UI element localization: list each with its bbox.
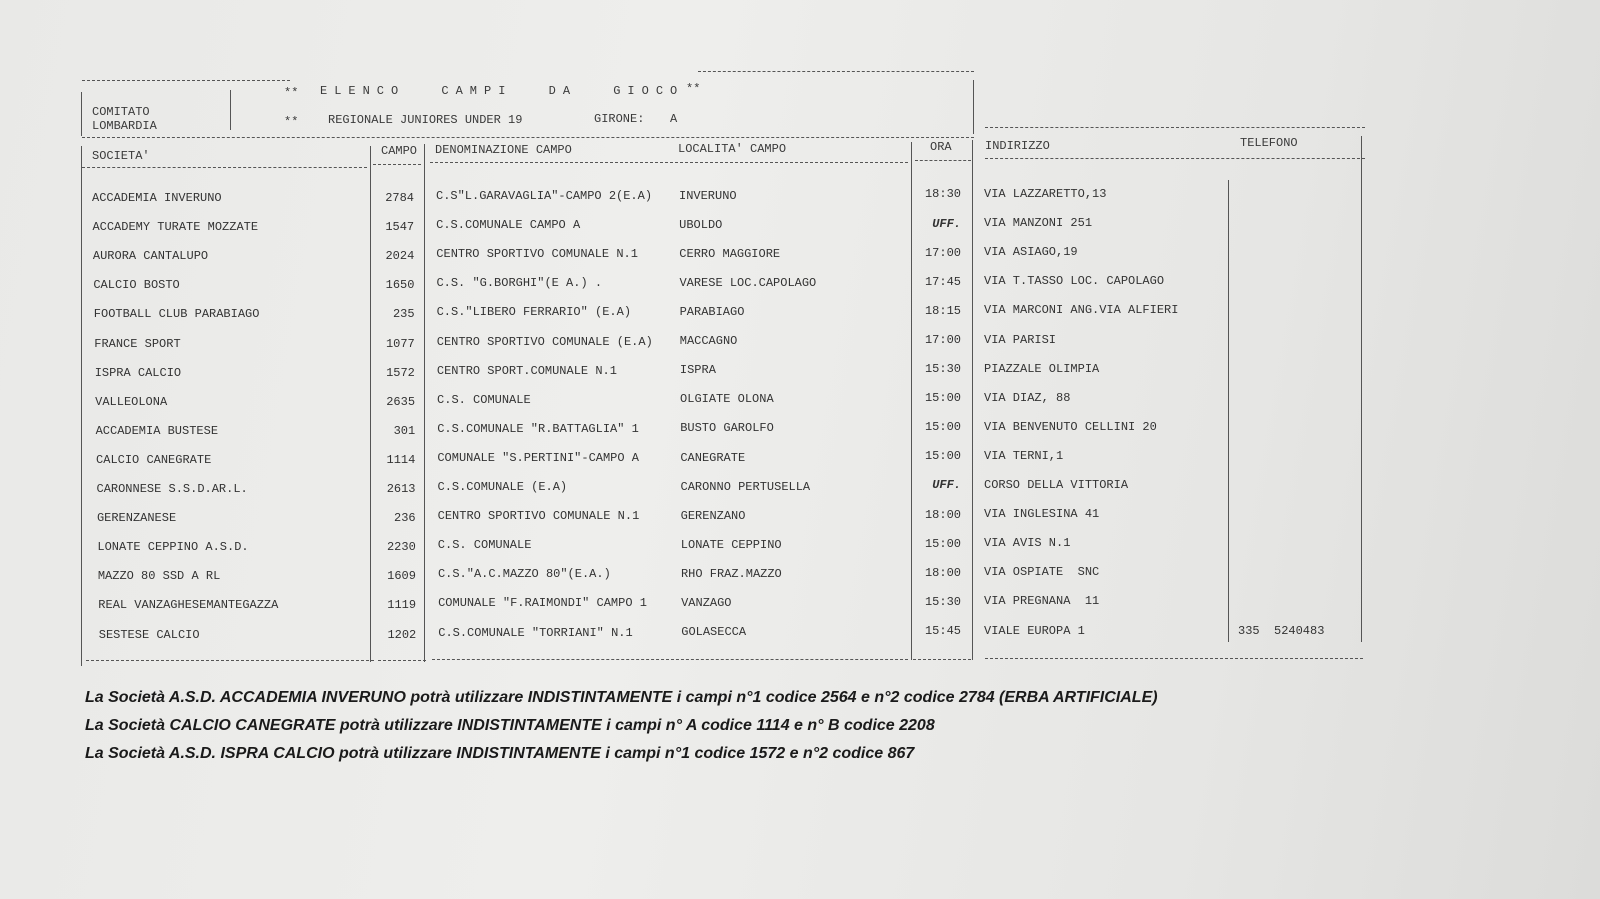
cell-indirizzo: VIA ASIAGO,19	[984, 245, 1078, 260]
cell-ora: 18:00	[924, 507, 961, 522]
cell-indirizzo: VIA LAZZARETTO,13	[984, 187, 1107, 201]
cell-societa: ACCADEMIA INVERUNO	[92, 191, 222, 205]
table-bottom-rule-ora	[913, 659, 971, 660]
cell-indirizzo: VIA OSPIATE SNC	[984, 565, 1100, 580]
cell-campo: 2635	[386, 394, 416, 409]
separator-indirizzo-telefono	[1228, 180, 1229, 642]
cell-ora: 17:00	[924, 332, 961, 347]
cell-denominazione: C.S.COMUNALE "R.BATTAGLIA" 1	[437, 421, 639, 436]
column-header-telefono: TELEFONO	[1240, 136, 1298, 150]
title-stars: **	[284, 86, 299, 100]
cell-denominazione: CENTRO SPORT.COMUNALE N.1	[436, 363, 617, 378]
cell-localita: ISPRA	[679, 363, 716, 378]
column-header-societa: SOCIETA'	[92, 149, 150, 163]
note-ispra-calcio: La Società A.S.D. ISPRA CALCIO potrà utilizzare INDISTINTAMENTE i campi n°1 codice 1572 e n°2 codice 867	[85, 745, 915, 762]
cell-campo: 2230	[386, 540, 416, 555]
cell-localita: OLGIATE OLONA	[680, 392, 774, 407]
table-bottom-rule-campo	[378, 660, 426, 661]
cell-localita: INVERUNO	[679, 188, 737, 203]
cell-campo: 2784	[385, 191, 414, 205]
header-bottom-rule-right	[985, 127, 1365, 128]
separator-ora-indirizzo	[972, 140, 973, 660]
table-border-left	[81, 146, 82, 666]
cell-denominazione: COMUNALE "S.PERTINI"-CAMPO A	[437, 450, 639, 465]
column-header-denominazione: DENOMINAZIONE CAMPO	[435, 143, 572, 157]
note-calcio-canegrate: La Società CALCIO CANEGRATE potrà utilizzare INDISTINTAMENTE i campi n° A codice 1114 e n° B codice 2208	[85, 717, 935, 734]
separator-campo-denominazione	[424, 144, 425, 662]
cell-societa: VALLEOLONA	[95, 394, 168, 409]
cell-campo: 236	[394, 511, 416, 526]
header-right-border	[973, 80, 974, 134]
table-border-right	[1361, 136, 1362, 642]
header-top-rule-right	[698, 71, 974, 72]
cell-denominazione: COMUNALE "F.RAIMONDI" CAMPO 1	[438, 596, 647, 611]
table-bottom-rule-right	[985, 658, 1363, 659]
cell-campo: 1119	[387, 598, 417, 613]
cell-denominazione: CENTRO SPORTIVO COMUNALE N.1	[436, 247, 638, 262]
cell-denominazione: C.S. COMUNALE	[437, 538, 532, 553]
cell-denominazione: C.S.COMUNALE (E.A)	[437, 480, 568, 494]
cell-ora: 15:00	[924, 391, 961, 406]
cell-indirizzo: VIA DIAZ, 88	[984, 390, 1071, 405]
columns-rule-ora	[915, 160, 971, 161]
cell-campo: 301	[393, 423, 416, 438]
columns-rule-right	[985, 158, 1365, 159]
cell-indirizzo: VIA PARISI	[984, 332, 1057, 347]
subtitle: REGIONALE JUNIORES UNDER 19	[328, 113, 523, 127]
cell-localita: CANEGRATE	[680, 450, 746, 465]
cell-societa: ACCADEMIA BUSTESE	[95, 423, 219, 438]
cell-localita: MACCAGNO	[679, 334, 738, 349]
cell-denominazione: C.S"L.GARAVAGLIA"-CAMPO 2(E.A)	[436, 189, 653, 203]
cell-campo: 1077	[385, 336, 415, 351]
comitato-label: COMITATO	[92, 105, 150, 119]
cell-ora: 15:30	[924, 362, 961, 376]
cell-localita: PARABIAGO	[679, 305, 745, 319]
table-bottom-rule-left	[86, 660, 374, 661]
table-bottom-rule-mid	[432, 659, 908, 660]
cell-indirizzo: PIAZZALE OLIMPIA	[984, 361, 1100, 376]
cell-societa: GERENZANESE	[96, 511, 177, 526]
cell-campo: 235	[392, 307, 415, 322]
girone-value: A	[670, 112, 678, 126]
cell-indirizzo: VIA MARCONI ANG.VIA ALFIERI	[984, 303, 1179, 318]
cell-indirizzo: VIA AVIS N.1	[984, 536, 1071, 551]
cell-localita: GOLASECCA	[681, 625, 747, 640]
cell-localita: BUSTO GAROLFO	[680, 421, 774, 436]
cell-ora: 15:30	[924, 594, 961, 609]
cell-ora: 18:15	[924, 303, 961, 318]
cell-ora: 15:00	[924, 536, 961, 551]
cell-societa: FRANCE SPORT	[94, 336, 181, 351]
page-title: ELENCO CAMPI DA GIOCO	[320, 84, 685, 98]
cell-ora: 18:30	[924, 187, 961, 202]
cell-indirizzo: VIALE EUROPA 1	[984, 623, 1085, 638]
cell-societa: FOOTBALL CLUB PARABIAGO	[93, 307, 260, 322]
cell-campo: 1650	[385, 278, 415, 293]
header-top-rule-left	[82, 80, 290, 81]
cell-denominazione: C.S. "G.BORGHI"(E A.) .	[436, 276, 603, 291]
cell-ora: 17:45	[924, 274, 961, 289]
cell-ora: 17:00	[924, 245, 961, 260]
cell-localita: GERENZANO	[680, 508, 746, 523]
cell-societa: ISPRA CALCIO	[94, 365, 182, 380]
cell-localita: VARESE LOC.CAPOLAGO	[679, 275, 817, 290]
cell-indirizzo: VIA T.TASSO LOC. CAPOLAGO	[984, 274, 1165, 289]
column-header-localita: LOCALITA' CAMPO	[678, 142, 787, 156]
cell-societa: MAZZO 80 SSD A RL	[97, 569, 221, 584]
cell-societa: CALCIO CANEGRATE	[96, 452, 212, 467]
girone-label: GIRONE:	[594, 112, 645, 126]
header-divider	[230, 90, 231, 130]
cell-denominazione: C.S. COMUNALE	[437, 392, 531, 407]
cell-localita: UBOLDO	[679, 217, 723, 232]
header-left-border	[81, 92, 82, 136]
cell-campo: 1202	[387, 627, 417, 642]
cell-societa: ACCADEMY TURATE MOZZATE	[92, 220, 259, 235]
cell-localita: LONATE CEPPINO	[680, 537, 782, 552]
cell-ora: 15:45	[924, 623, 961, 638]
cell-societa: CALCIO BOSTO	[93, 278, 180, 293]
cell-ora: 15:00	[924, 449, 961, 464]
cell-ora: UFF.	[932, 478, 961, 493]
cell-denominazione: C.S.COMUNALE "TORRIANI" N.1	[438, 625, 633, 640]
title-stars-end: **	[686, 82, 701, 96]
columns-rule-campo	[373, 164, 421, 165]
cell-localita: VANZAGO	[681, 596, 732, 610]
cell-campo: 1572	[386, 365, 415, 380]
cell-campo: 1609	[387, 569, 416, 584]
column-header-indirizzo: INDIRIZZO	[985, 139, 1050, 153]
note-accademia-inveruno: La Società A.S.D. ACCADEMIA INVERUNO potrà utilizzare INDISTINTAMENTE i campi n°1 codice 2564 e n°2 codice 2784 (ERBA ARTIFICIALE)	[85, 689, 1158, 706]
cell-societa: REAL VANZAGHESEMANTEGAZZA	[98, 598, 279, 613]
cell-campo: 1547	[385, 220, 415, 235]
cell-indirizzo: VIA TERNI,1	[984, 448, 1064, 463]
comitato-value: LOMBARDIA	[92, 119, 157, 133]
cell-indirizzo: VIA BENVENUTO CELLINI 20	[984, 419, 1157, 434]
cell-indirizzo: VIA MANZONI 251	[984, 216, 1093, 231]
column-header-ora: ORA	[930, 140, 952, 154]
cell-indirizzo: VIA INGLESINA 41	[984, 507, 1100, 522]
cell-campo: 2024	[385, 249, 415, 264]
columns-rule-left	[82, 167, 367, 168]
cell-ora: 15:00	[924, 420, 961, 435]
cell-campo: 2613	[386, 482, 416, 496]
cell-denominazione: CENTRO SPORTIVO COMUNALE (E.A)	[436, 334, 653, 349]
cell-telefono: 335 5240483	[1238, 623, 1325, 638]
header-bottom-rule	[82, 137, 974, 138]
cell-denominazione: C.S."A.C.MAZZO 80"(E.A.)	[437, 567, 611, 582]
cell-localita: CERRO MAGGIORE	[679, 246, 781, 261]
cell-societa: AURORA CANTALUPO	[92, 249, 209, 264]
cell-indirizzo: CORSO DELLA VITTORIA	[984, 478, 1129, 492]
cell-indirizzo: VIA PREGNANA 11	[984, 594, 1100, 609]
cell-ora: UFF.	[932, 216, 961, 231]
cell-societa: CARONNESE S.S.D.AR.L.	[96, 482, 248, 496]
cell-localita: RHO FRAZ.MAZZO	[680, 566, 782, 581]
cell-denominazione: C.S."LIBERO FERRARIO" (E.A)	[436, 305, 632, 320]
cell-ora: 18:00	[924, 565, 961, 580]
subtitle-stars: **	[284, 115, 299, 129]
cell-campo: 1114	[386, 452, 416, 467]
cell-societa: SESTESE CALCIO	[98, 627, 200, 642]
cell-denominazione: C.S.COMUNALE CAMPO A	[436, 218, 581, 233]
cell-localita: CARONNO PERTUSELLA	[680, 479, 811, 494]
column-header-campo: CAMPO	[381, 144, 418, 158]
cell-societa: LONATE CEPPINO A.S.D.	[97, 540, 249, 555]
cell-denominazione: CENTRO SPORTIVO COMUNALE N.1	[437, 509, 640, 524]
columns-rule-mid	[430, 162, 908, 163]
